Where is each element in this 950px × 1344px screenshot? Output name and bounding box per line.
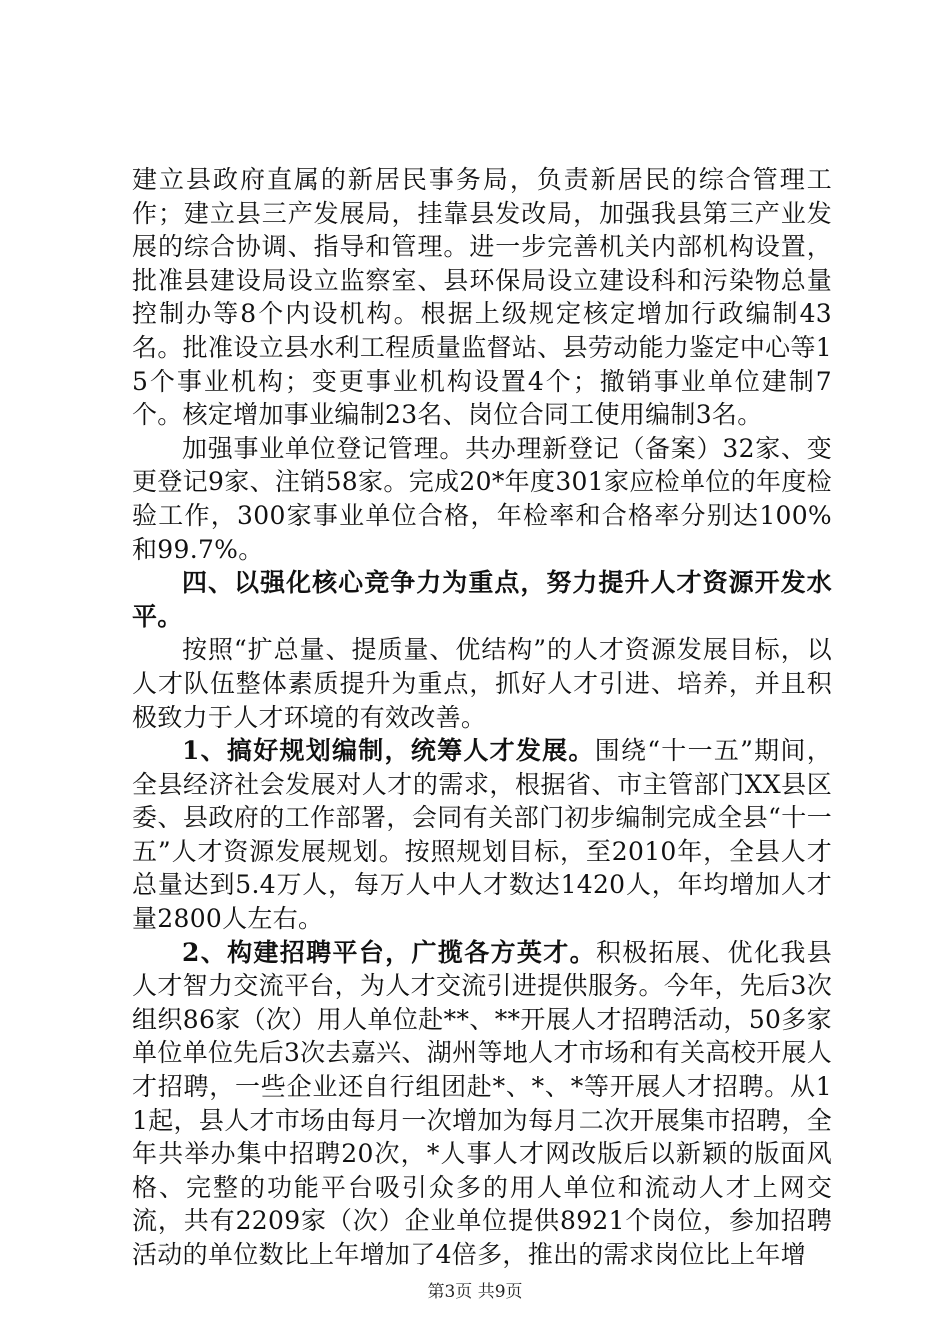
paragraph-text: 加强事业单位登记管理。共办理新登记（备案）32家、变更登记9家、注销58家。完成20*年度301家应检单位的年度检验工作，300家事业单位合格，年检率和合格率分别达100%和99.7%。 [132, 433, 832, 564]
paragraph-text: 围绕“十一五”期间，全县经济社会发展对人才的需求，根据省、市主管部门XX县区委、县政府的工作部署，会同有关部门初步编制完成全县“十一五”人才资源发展规划。按照规划目标，至2010年，全县人才总量达到5.4万人，每万人中人才数达1420人，年均增加人才量2800人左右。 [132, 736, 833, 934]
paragraph-talent-goal [132, 633, 832, 734]
paragraph-lead-heading: 1、搞好规划编制，统筹人才发展。 [182, 736, 595, 766]
document-body [132, 163, 832, 1272]
paragraph-registration-management [132, 432, 832, 566]
paragraph-agency-setup [132, 163, 832, 432]
paragraph-text: 按照“扩总量、提质量、优结构”的人才资源发展目标，以人才队伍整体素质提升为重点，抓好人才引进、培养，并且积极致力于人才环境的有效改善。 [132, 635, 832, 732]
paragraph-text: 积极拓展、优化我县人才智力交流平台，为人才交流引进提供服务。今年，先后3次组织86家（次）用人单位赴**、**开展人才招聘活动，50多家单位单位先后3次去嘉兴、湖州等地人才市场和有关高校开展人才招聘，一些企业还自行组团赴*、*、*等开展人才招聘。从11起，县人才市场由每月一次增加为每月二次开展集市招聘，全年共举办集中招聘20次，*人事人才网改版后以新颖的版面风格、完整的功能平台吸引众多的用人单位和流动人才上网交流，共有2209家（次）企业单位提供8921个岗位，参加招聘活动的单位数比上年增加了4倍多，推出的需求岗位比上年增 [132, 937, 833, 1269]
heading-text: 四、以强化核心竞争力为重点，努力提升人才资源开发水平。 [132, 568, 832, 631]
paragraph-text: 建立县政府直属的新居民事务局，负责新居民的综合管理工作；建立县三产发展局，挂靠县发改局，加强我县第三产业发展的综合协调、指导和管理。进一步完善机关内部机构设置，批准县建设局设立监察室、县环保局设立建设科和污染物总量控制办等8个内设机构。根据上级规定核定增加行政编制43名。批准设立县水利工程质量监督站、县劳动能力鉴定中心等15个事业机构；变更事业机构设置4个；撤销事业单位建制7个。核定增加事业编制23名、岗位合同工使用编制3名。 [132, 165, 832, 430]
paragraph-recruitment [132, 936, 832, 1272]
page-number-label: 第3页 共9页 [427, 1282, 523, 1302]
section-heading-four [132, 566, 832, 633]
page-number-footer [0, 1281, 950, 1303]
paragraph-planning [132, 734, 832, 936]
paragraph-lead-heading: 2、构建招聘平台，广揽各方英才。 [182, 937, 596, 967]
